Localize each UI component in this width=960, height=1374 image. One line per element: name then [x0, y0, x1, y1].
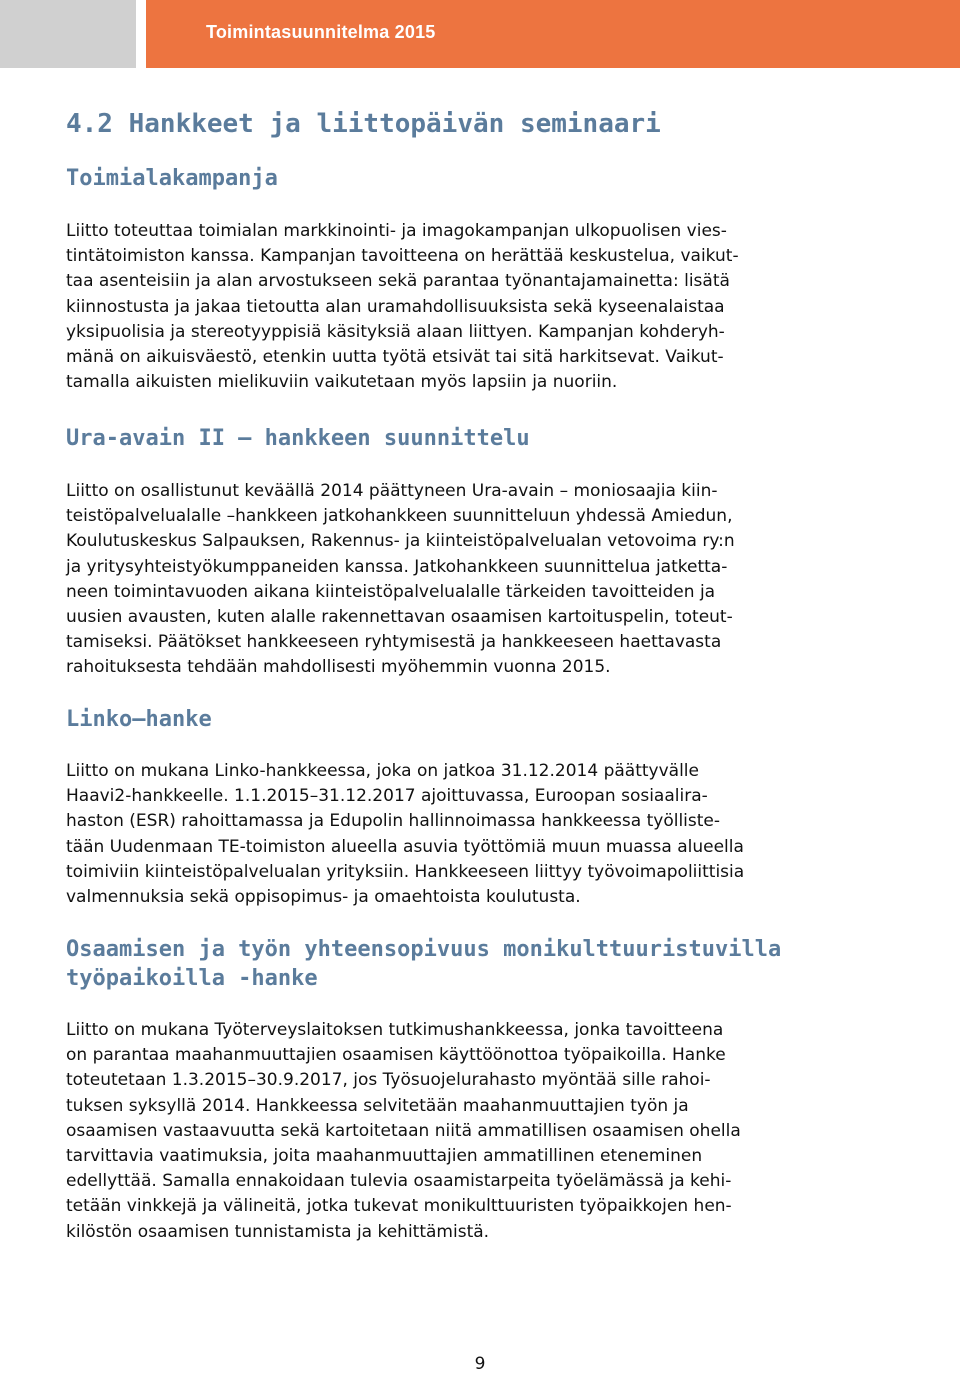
paragraph-line: tarvittavia vaatimuksia, joita maahanmuuttajien ammatillinen eteneminen: [66, 1146, 703, 1167]
paragraph-line: osaamisen vastaavuutta sekä kartoitetaan niitä ammatillisen osaamisen ohella: [66, 1120, 741, 1141]
section-title: 4.2 Hankkeet ja liittopäivän seminaari: [66, 109, 661, 139]
header-title: Toimintasuunnitelma 2015: [206, 22, 436, 42]
paragraph-line: edellyttää. Samalla ennakoidaan tulevia osaamistarpeita työelämässä ja kehi-: [66, 1171, 732, 1192]
paragraph-line: ja yritysyhteistyökumppaneiden kanssa. Jatkohankkeen suunnittelua jatketta-: [66, 556, 728, 577]
page-header: [0, 0, 960, 68]
paragraph-line: Haavi2-hankkeelle. 1.1.2015–31.12.2017 ajoittuvassa, Euroopan sosiaalira-: [66, 786, 708, 807]
osaaminen-heading-line: Osaamisen ja työn yhteensopivuus monikulttuuristuvilla: [66, 937, 782, 962]
paragraph-line: uusien avausten, kuten alalle rakennettavan osaamisen kartoituspelin, toteut-: [66, 607, 733, 628]
toimialakampanja-heading: Toimialakampanja: [66, 166, 278, 191]
paragraph-line: kiinnostusta ja jakaa tietoutta alan uramahdollisuuksista sekä kyseenalaistaa: [66, 296, 725, 317]
paragraph-line: Liitto on mukana Työterveyslaitoksen tutkimushankkeessa, jonka tavoitteena: [66, 1020, 724, 1040]
header-side-block: [0, 0, 136, 68]
paragraph-line: mänä on aikuisväestö, etenkin uutta työtä etsivät tai sitä harkitsevat. Vaikut-: [66, 347, 724, 368]
paragraph-line: Liitto on osallistunut keväällä 2014 päättyneen Ura-avain – moniosaajia kiin-: [66, 481, 718, 501]
paragraph-line: tintätoimiston kanssa. Kampanjan tavoitteena on herättää keskustelua, vaikut-: [66, 246, 739, 267]
paragraph-line: tamalla aikuisten mielikuviin vaikutetaan myös lapsiin ja nuoriin.: [66, 372, 618, 393]
paragraph-line: tamiseksi. Päätökset hankkeeseen ryhtymisestä ja hankkeeseen haettavasta: [66, 632, 722, 653]
paragraph-line: tetään vinkkejä ja välineitä, jotka tukevat monikulttuuristen työpaikkojen hen-: [66, 1196, 732, 1217]
paragraph-line: kilöstön osaamisen tunnistamista ja kehittämistä.: [66, 1221, 490, 1242]
paragraph-line: toimiviin kiinteistöpalvelualan yrityksiin. Hankkeeseen liittyy työvoimapoliittisia: [66, 861, 745, 882]
linko-paragraph: [66, 759, 896, 910]
paragraph-line: valmennuksia sekä oppisopimus- ja omaehtoista koulutusta.: [66, 887, 581, 908]
paragraph-line: teistöpalvelualalle –hankkeen jatkohankkeen suunnitteluun yhdessä Amiedun,: [66, 506, 733, 527]
osaaminen-heading-line: työpaikoilla -hanke: [66, 966, 318, 991]
ura-avain-paragraph: [66, 479, 896, 681]
paragraph-line: neen toimintavuoden aikana kiinteistöpalvelualalle tärkeiden tavoitteiden ja: [66, 581, 716, 602]
paragraph-line: toteutetaan 1.3.2015–30.9.2017, jos Työsuojelurahasto myöntää sille rahoi-: [66, 1070, 711, 1091]
paragraph-line: rahoituksesta tehdään mahdollisesti myöhemmin vuonna 2015.: [66, 657, 611, 678]
paragraph-line: tuksen syksyllä 2014. Hankkeessa selvitetään maahanmuuttajien työn ja: [66, 1095, 689, 1116]
paragraph-line: tään Uudenmaan TE-toimiston alueella asuvia työttömiä muun muassa alueella: [66, 836, 744, 857]
paragraph-line: on parantaa maahanmuuttajien osaamisen käyttöönottoa työpaikoilla. Hanke: [66, 1045, 726, 1066]
paragraph-line: yksipuolisia ja stereotyyppisiä käsityksiä alaan liittyen. Kampanjan kohderyh-: [66, 321, 725, 342]
paragraph-line: taa asenteisiin ja alan arvostukseen sekä parantaa työnantajamainetta: lisätä: [66, 271, 730, 292]
paragraph-line: haston (ESR) rahoittamassa ja Edupolin hallinnoimassa hankkeessa työlliste-: [66, 811, 721, 832]
paragraph-line: Koulutuskeskus Salpauksen, Rakennus- ja kiinteistöpalvelualan vetovoima ry:n: [66, 531, 735, 552]
page-number: 9: [474, 1354, 486, 1374]
ura-avain-heading: Ura-avain II – hankkeen suunnittelu: [66, 426, 530, 451]
paragraph-line: Liitto on mukana Linko-hankkeessa, joka on jatkoa 31.12.2014 päättyvälle: [66, 761, 699, 781]
linko-heading: Linko–hanke: [66, 707, 212, 732]
osaaminen-paragraph: [66, 1018, 896, 1245]
toimialakampanja-paragraph: [66, 219, 896, 395]
paragraph-line: Liitto toteuttaa toimialan markkinointi- ja imagokampanjan ulkopuolisen vies-: [66, 221, 727, 241]
